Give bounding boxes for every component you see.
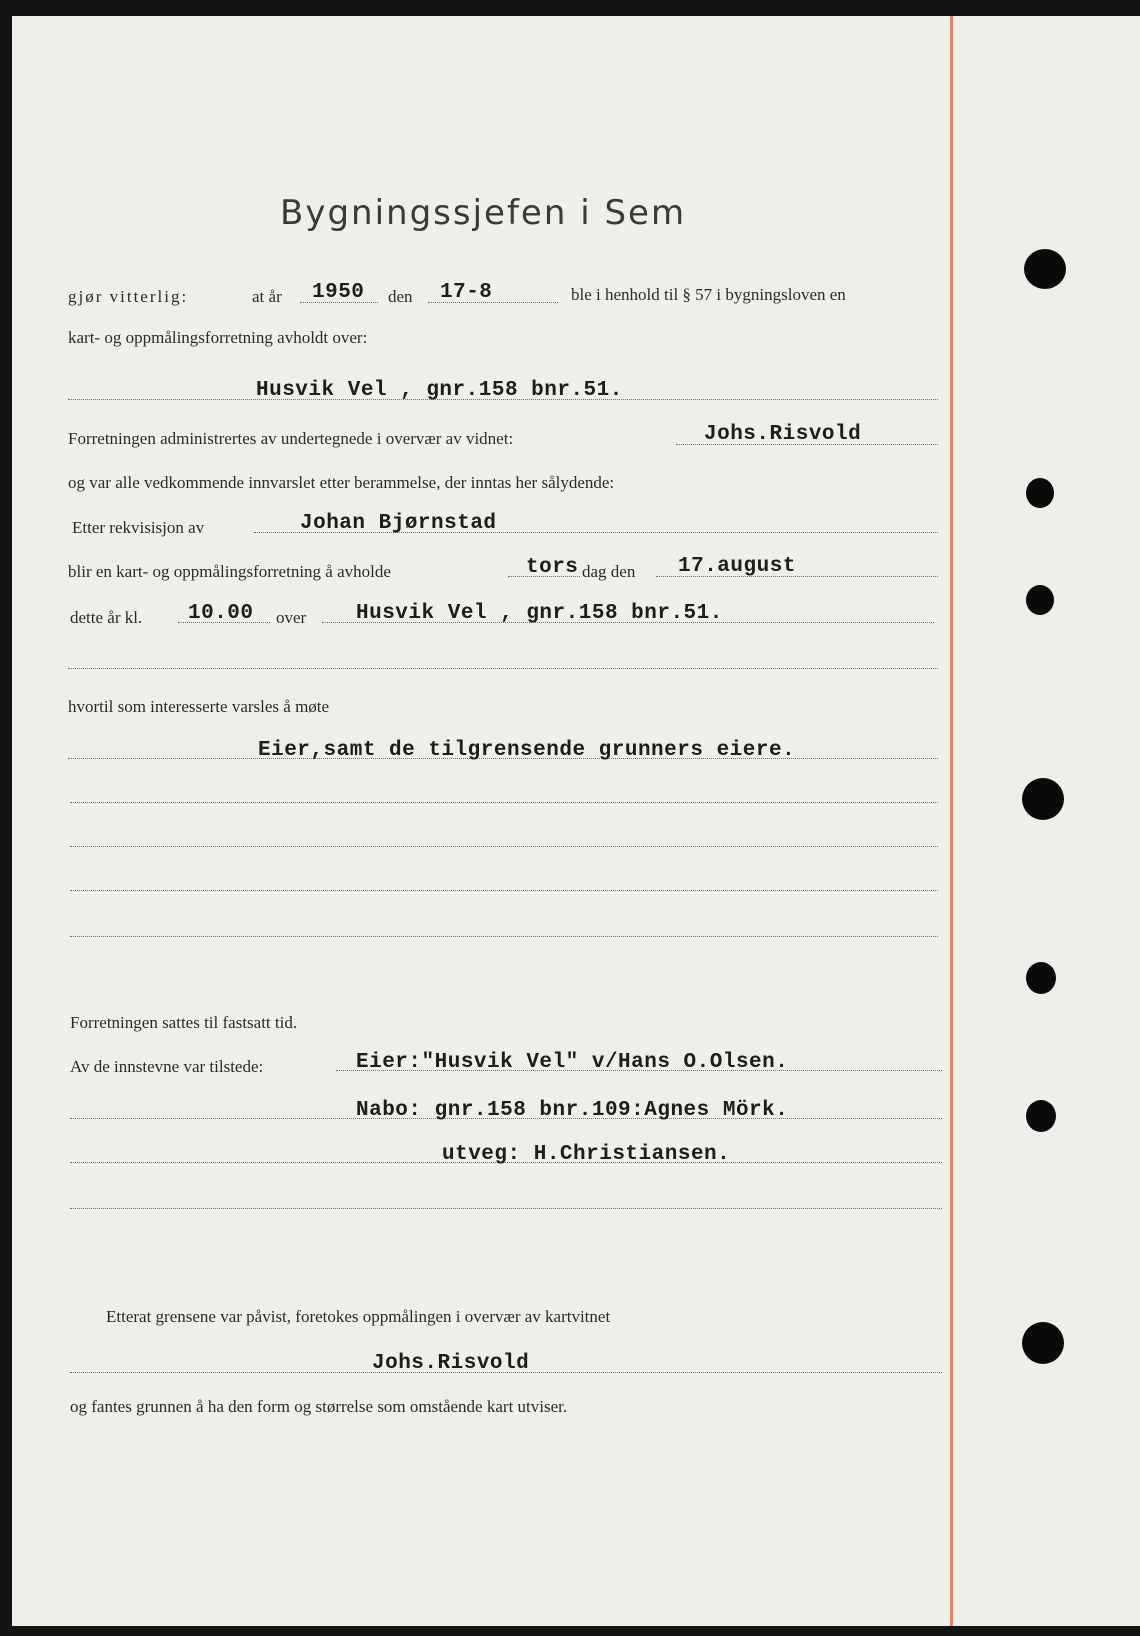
administered-label: Forretningen administrertes av undertegnede i overvær av vidnet: bbox=[68, 429, 514, 448]
line1-suffix: ble i henhold til § 57 i bygningsloven en bbox=[571, 285, 846, 304]
punch-hole-2 bbox=[1026, 478, 1054, 508]
invited-label: hvortil som interesserte varsles å møte bbox=[68, 697, 330, 716]
present-label: Av de innstevne var tilstede: bbox=[70, 1057, 264, 1076]
present-road: utveg: H.Christiansen. bbox=[442, 1143, 731, 1166]
line1-den: den bbox=[388, 287, 413, 306]
closing-text: og fantes grunnen å ha den form og størrelse som omstående kart utviser. bbox=[70, 1397, 568, 1416]
blank-line-2 bbox=[70, 802, 938, 803]
present-owner: Eier:"Husvik Vel" v/Hans O.Olsen. bbox=[356, 1051, 789, 1074]
blank-line-6 bbox=[70, 1208, 942, 1209]
blank-line-3 bbox=[70, 846, 938, 847]
punch-hole-1 bbox=[1024, 249, 1066, 289]
requisition-name: Johan Bjørnstad bbox=[300, 512, 497, 535]
line2-text: kart- og oppmålingsforretning avholdt over: bbox=[68, 328, 368, 347]
year-value: 1950 bbox=[312, 281, 365, 304]
punch-hole-6 bbox=[1026, 1100, 1056, 1132]
invited-value: Eier,samt de tilgrensende grunners eiere. bbox=[258, 739, 796, 762]
set-time-text: Forretningen sattes til fastsatt tid. bbox=[70, 1013, 298, 1032]
weekday-value: tors bbox=[526, 556, 579, 579]
held-date-value: 17.august bbox=[678, 555, 796, 578]
punch-hole-3 bbox=[1026, 585, 1054, 615]
requisition-label: Etter rekvisisjon av bbox=[72, 518, 205, 537]
date-value: 17-8 bbox=[440, 281, 493, 304]
document-title: Bygningssjefen i Sem bbox=[280, 193, 687, 233]
map-witness-value: Johs.Risvold bbox=[372, 1352, 530, 1375]
punch-hole-4 bbox=[1022, 778, 1064, 820]
line1-at-aar: at år bbox=[252, 287, 282, 306]
margin-rule bbox=[950, 16, 953, 1626]
time-label: dette år kl. bbox=[70, 608, 143, 627]
time-over: over bbox=[276, 608, 307, 627]
property-value: Husvik Vel , gnr.158 bnr.51. bbox=[256, 379, 623, 402]
time-value: 10.00 bbox=[188, 602, 254, 625]
line1-prefix: gjør vitterlig: bbox=[68, 287, 189, 306]
boundaries-text: Etterat grensene var påvist, foretokes oppmålingen i overvær av kartvitnet bbox=[106, 1307, 611, 1326]
witness-value: Johs.Risvold bbox=[704, 423, 862, 446]
punch-hole-5 bbox=[1026, 962, 1056, 994]
place-value: Husvik Vel , gnr.158 bnr.51. bbox=[356, 602, 723, 625]
document-page bbox=[12, 16, 1140, 1626]
blank-line-1 bbox=[68, 668, 938, 669]
blank-line-4 bbox=[70, 890, 938, 891]
notified-text: og var alle vedkommende innvarslet etter berammelse, der inntas her sålydende: bbox=[68, 473, 615, 492]
punch-hole-7 bbox=[1022, 1322, 1064, 1364]
blank-line-5 bbox=[70, 936, 938, 937]
held-dag-den: dag den bbox=[582, 562, 636, 581]
held-label: blir en kart- og oppmålingsforretning å avholde bbox=[68, 562, 391, 581]
present-neighbour: Nabo: gnr.158 bnr.109:Agnes Mörk. bbox=[356, 1099, 789, 1122]
